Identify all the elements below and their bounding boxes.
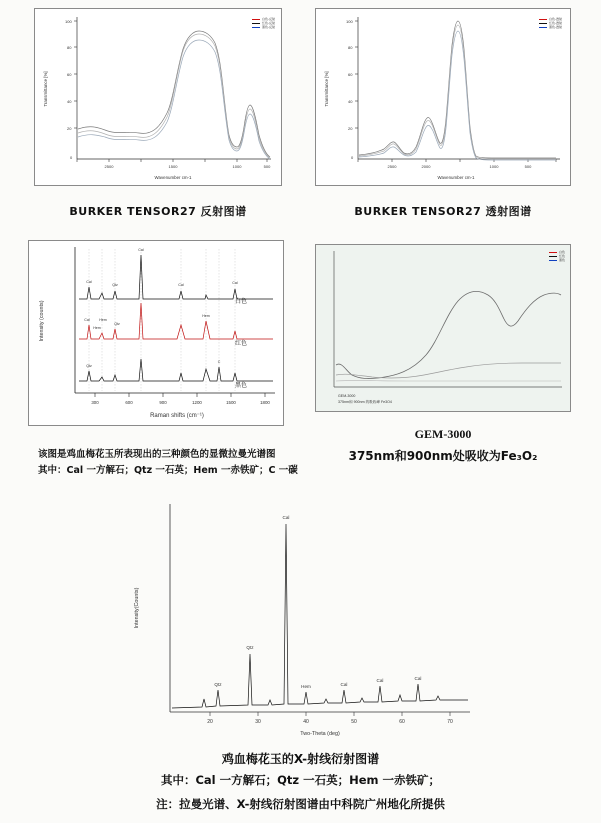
- ftir-transmit-xlabel: Wavenumber cm-1: [437, 175, 475, 180]
- svg-text:100: 100: [346, 19, 353, 24]
- svg-text:40: 40: [67, 99, 72, 104]
- svg-text:60: 60: [399, 719, 405, 725]
- svg-text:2000: 2000: [421, 164, 431, 169]
- raman-caption-line1: 该图是鸡血梅花玉所表现出的三种颜色的显微拉曼光谱图: [38, 449, 276, 460]
- svg-text:Hem: Hem: [301, 684, 311, 689]
- svg-text:80: 80: [67, 45, 72, 50]
- ftir-transmit-ylabel: Transmittance [%]: [324, 71, 329, 107]
- svg-text:Cal: Cal: [414, 676, 422, 681]
- svg-text:Qtz: Qtz: [112, 283, 118, 287]
- ftir-reflectance-plot: [35, 9, 281, 185]
- uvvis-caption-line1: GEM-3000: [414, 427, 472, 441]
- legend-item-2: 黑色: [558, 258, 565, 262]
- svg-text:40: 40: [348, 99, 353, 104]
- raman-series-label-1: 红色: [235, 340, 248, 347]
- svg-text:C: C: [217, 360, 221, 364]
- legend-item-1: 红色: [558, 254, 565, 258]
- svg-text:80: 80: [348, 45, 353, 50]
- uvvis-legend: [549, 250, 565, 262]
- svg-text:1000: 1000: [232, 164, 242, 169]
- svg-text:1000: 1000: [489, 164, 499, 169]
- svg-text:0: 0: [70, 155, 73, 160]
- svg-text:60: 60: [67, 72, 72, 77]
- xrd-ylabel: Intensity(Counts): [134, 587, 140, 629]
- svg-text:70: 70: [447, 719, 453, 725]
- caption-ftir-reflectance: BURKER TENSOR27 反射图谱: [69, 205, 247, 218]
- svg-text:600: 600: [125, 400, 133, 405]
- figure-ftir-reflectance: [34, 8, 282, 186]
- svg-text:2500: 2500: [387, 164, 397, 169]
- svg-text:Cal: Cal: [376, 678, 384, 683]
- ftir-reflect-xlabel: Wavenumber cm-1: [154, 175, 192, 180]
- svg-text:40: 40: [303, 719, 309, 725]
- svg-text:500: 500: [524, 164, 532, 169]
- legend-item-2: 黑色-反射: [262, 25, 275, 29]
- uvvis-caption-line2: 375nm和900nm处吸收为Fe₃O₂: [348, 449, 538, 463]
- xrd-xlabel: Two-Theta (deg): [300, 731, 340, 737]
- legend-item-0: 白色-反射: [262, 17, 275, 21]
- svg-text:Qtz: Qtz: [114, 322, 120, 326]
- raman-series-label-0: 白色: [235, 298, 248, 305]
- svg-text:60: 60: [348, 72, 353, 77]
- svg-text:50: 50: [351, 719, 357, 725]
- svg-text:Cal: Cal: [86, 280, 92, 284]
- svg-text:1500: 1500: [226, 400, 236, 405]
- svg-text:1500: 1500: [168, 164, 178, 169]
- legend-item-2: 黑色-透射: [549, 25, 562, 29]
- svg-text:Qtz: Qtz: [214, 682, 222, 687]
- svg-text:500: 500: [263, 164, 271, 169]
- svg-text:Cal: Cal: [282, 515, 290, 520]
- ftir-reflect-ylabel: Transmittance [%]: [43, 71, 48, 107]
- svg-text:Cal: Cal: [178, 283, 184, 287]
- xrd-caption-line1: 鸡血梅花玉的X-射线衍射图谱: [221, 752, 380, 766]
- svg-text:20: 20: [348, 126, 353, 131]
- caption-ftir-transmittance: BURKER TENSOR27 透射图谱: [354, 205, 532, 218]
- svg-text:Hem: Hem: [202, 314, 210, 318]
- svg-text:20: 20: [67, 126, 72, 131]
- svg-text:Cal: Cal: [138, 248, 144, 252]
- figure-xrd: [98, 494, 498, 748]
- svg-text:Cal: Cal: [84, 318, 90, 322]
- uvvis-plot: [316, 245, 570, 411]
- xrd-caption-line2: 其中：Cal 一方解石；Qtz 一石英；Hem 一赤铁矿；: [160, 773, 441, 787]
- svg-text:1200: 1200: [192, 400, 202, 405]
- raman-plot: [29, 241, 283, 425]
- raman-xlabel: Raman shifts (cm⁻¹): [150, 413, 204, 419]
- svg-text:1800: 1800: [260, 400, 270, 405]
- svg-text:2500: 2500: [104, 164, 114, 169]
- svg-text:300: 300: [91, 400, 99, 405]
- ftir-transmittance-plot: [316, 9, 570, 185]
- svg-text:Qtz: Qtz: [86, 364, 92, 368]
- figure-uvvis: [315, 244, 571, 412]
- legend-item-0: 白色-透射: [549, 17, 562, 21]
- raman-series-label-2: 黑色: [235, 382, 248, 389]
- svg-text:375nm和 900nm 的吸收峰 Fe3O4: 375nm和 900nm 的吸收峰 Fe3O4: [338, 400, 392, 404]
- raman-ylabel: Intensity (counts): [39, 300, 45, 342]
- svg-text:GEM-3000: GEM-3000: [338, 394, 356, 398]
- legend-item-1: 红色-透射: [549, 21, 562, 25]
- legend-item-1: 红色-反射: [262, 21, 275, 25]
- svg-text:Cal: Cal: [232, 281, 238, 285]
- legend-item-0: 白色: [558, 250, 565, 254]
- xrd-caption-line3: 注：拉曼光谱、X-射线衍射图谱由中科院广州地化所提供: [156, 797, 445, 811]
- svg-text:900: 900: [159, 400, 167, 405]
- figure-ftir-transmittance: [315, 8, 571, 186]
- xrd-plot: [98, 494, 498, 748]
- svg-text:20: 20: [207, 719, 213, 725]
- ftir-transmit-legend: [539, 17, 562, 29]
- svg-text:Cal: Cal: [340, 682, 348, 687]
- raman-caption-line2: 其中：Cal 一方解石；Qtz 一石英；Hem 一赤铁矿；C 一碳: [38, 465, 298, 476]
- svg-text:30: 30: [255, 719, 261, 725]
- svg-text:100: 100: [65, 19, 72, 24]
- svg-text:Qtz: Qtz: [246, 645, 254, 650]
- svg-text:0: 0: [351, 155, 354, 160]
- figure-raman: [28, 240, 284, 426]
- svg-text:Hem: Hem: [93, 326, 101, 330]
- ftir-reflect-legend: [252, 17, 275, 29]
- svg-text:Hem: Hem: [99, 318, 107, 322]
